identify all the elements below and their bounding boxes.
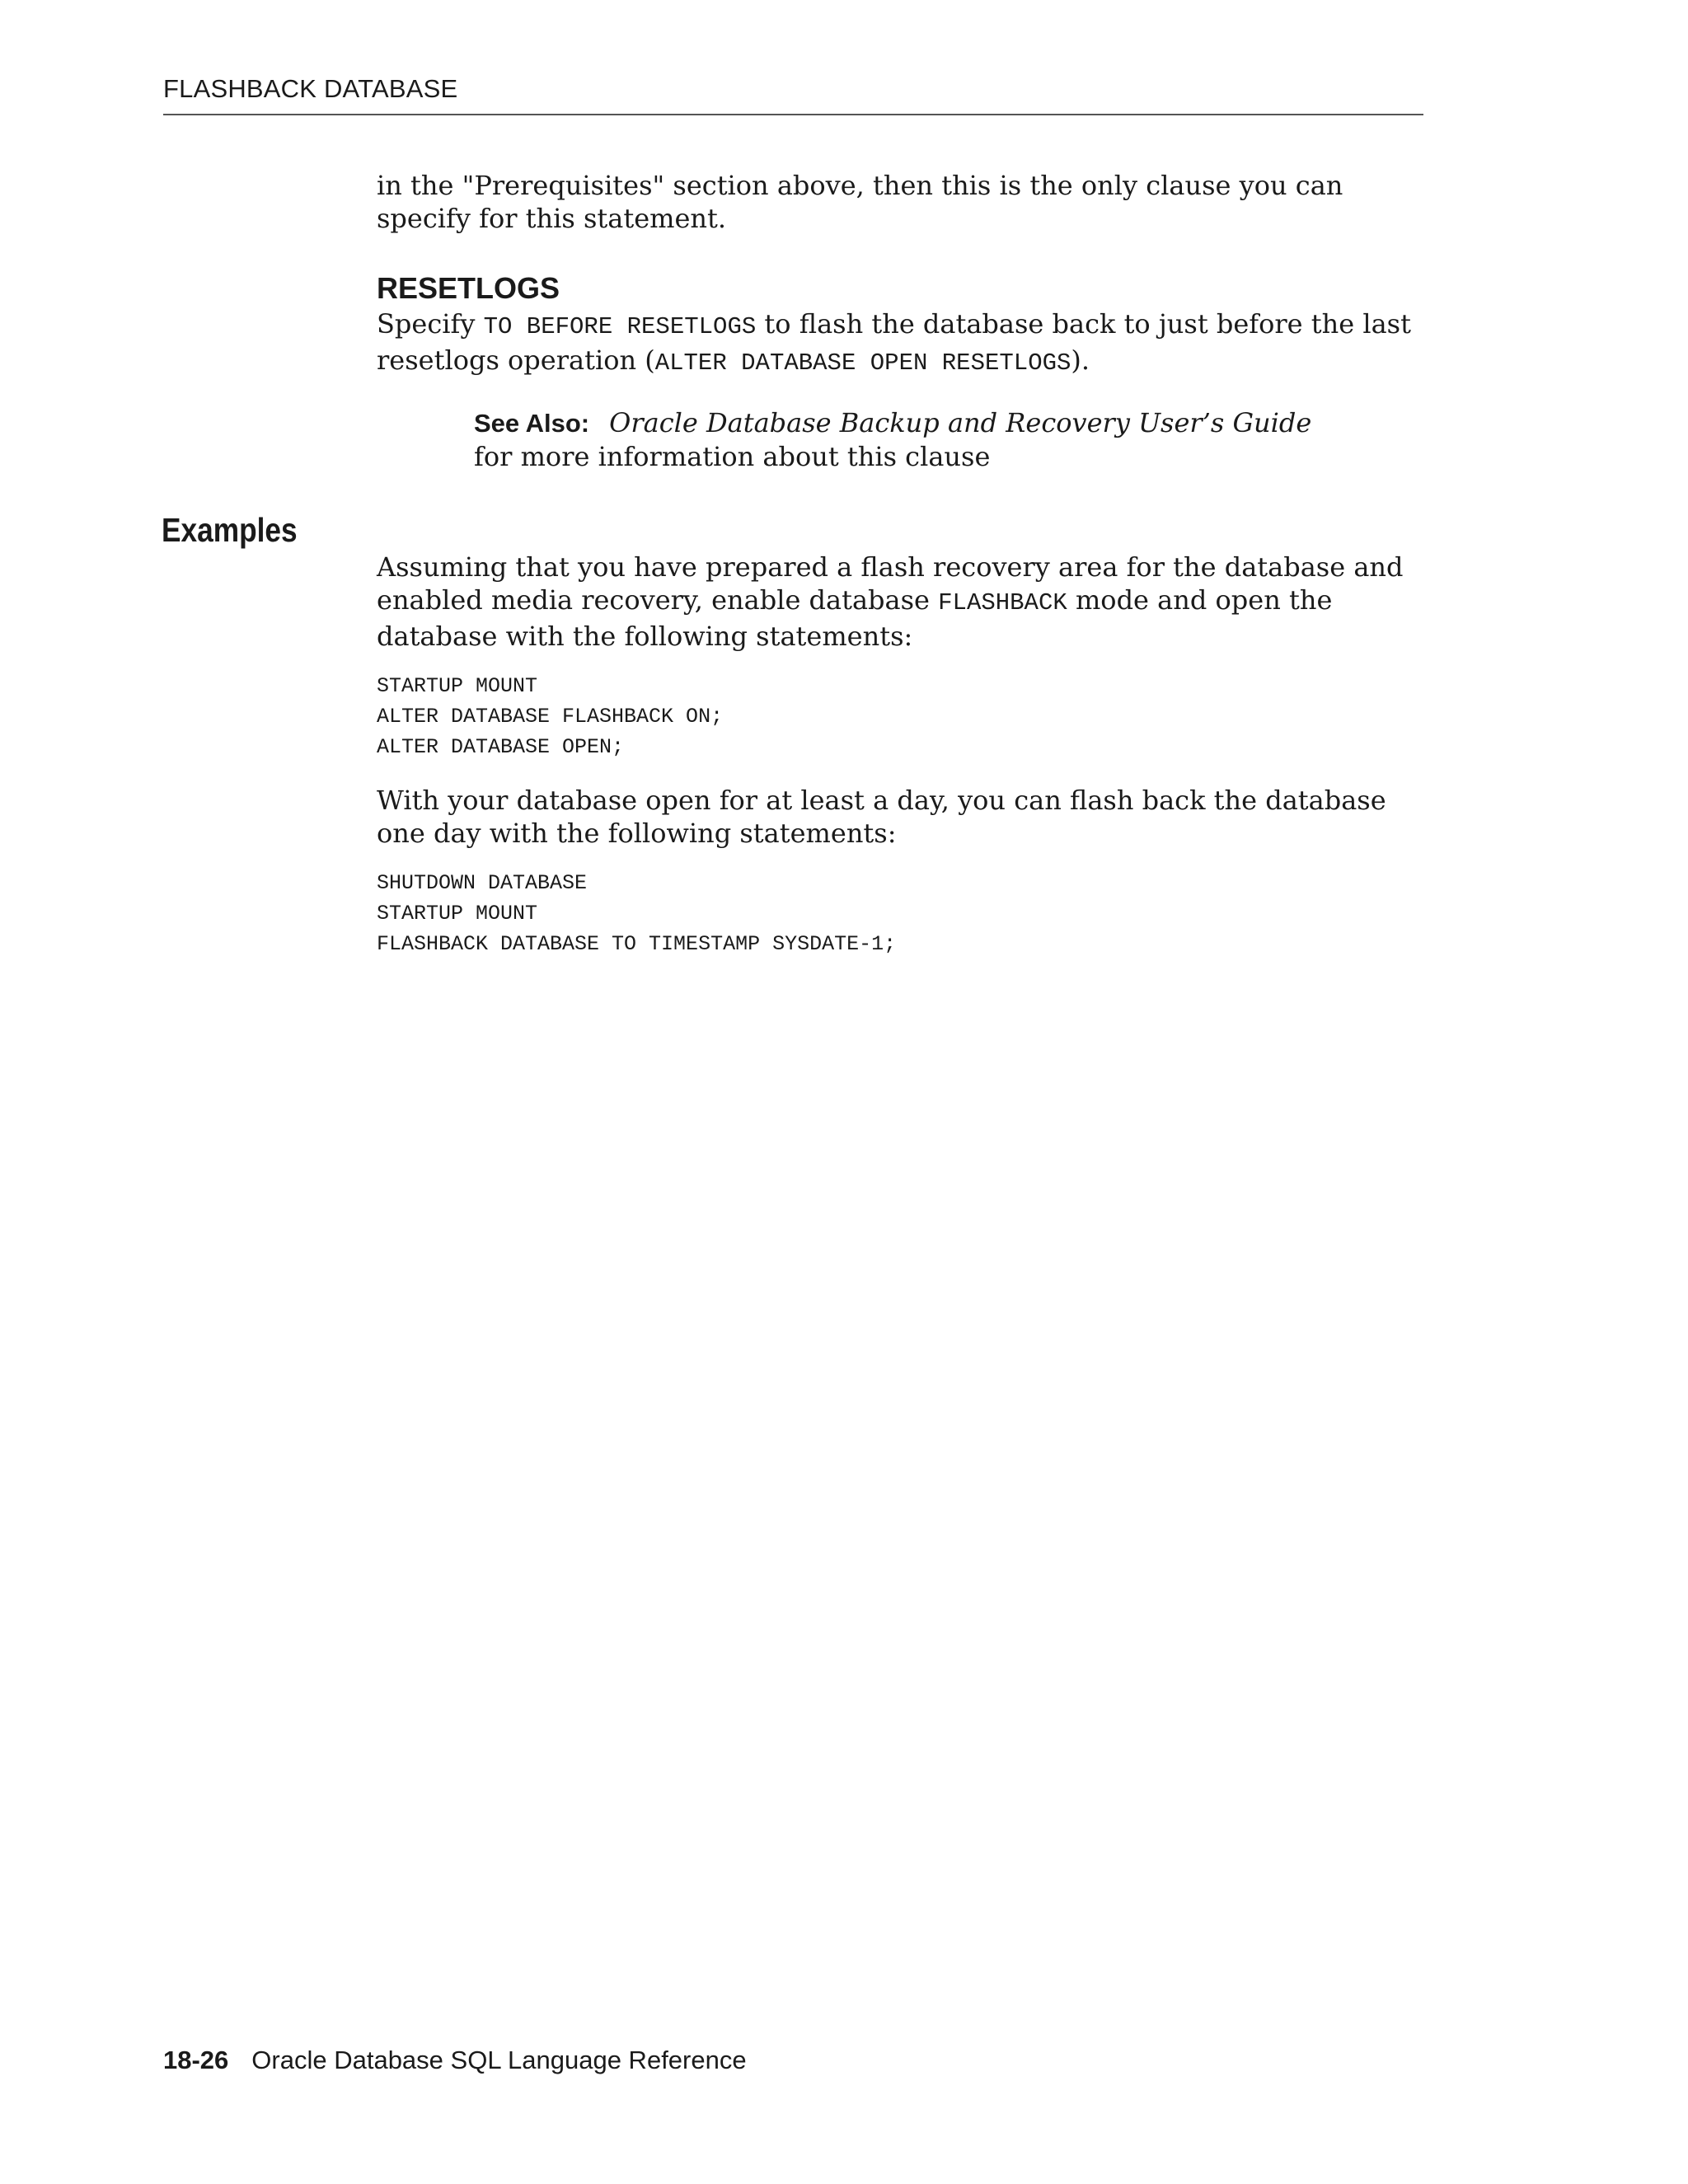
- code-block-flashback-one-day: [377, 868, 1432, 959]
- examples-text-1b: mode and open the database with the following statements:: [377, 584, 1333, 652]
- page-footer: [163, 2046, 747, 2075]
- see-also-label: See Also:: [474, 409, 590, 438]
- resetlogs-code-alter-open: ALTER DATABASE OPEN RESETLOGS: [654, 349, 1071, 377]
- resetlogs-code-to-before: TO BEFORE RESETLOGS: [483, 313, 757, 340]
- main-content: [377, 169, 1432, 959]
- running-header-title: FLASHBACK DATABASE: [163, 74, 458, 103]
- examples-heading: Examples: [162, 511, 298, 549]
- resetlogs-text-3: ).: [1071, 344, 1090, 376]
- examples-paragraph-1: [377, 551, 1432, 653]
- header-divider: [163, 114, 1423, 115]
- see-also-book-title: Oracle Database Backup and Recovery User’s Guide: [609, 407, 1312, 438]
- examples-paragraph-2: With your database open for at least a day, you can flash back the database one day with the following statements:: [377, 785, 1386, 849]
- code-block-enable-flashback: [377, 671, 1432, 762]
- code-line: SHUTDOWN DATABASE: [377, 871, 588, 895]
- code-line: STARTUP MOUNT: [377, 674, 538, 698]
- resetlogs-paragraph: [377, 307, 1432, 380]
- book-title: Oracle Database SQL Language Reference: [251, 2046, 747, 2074]
- code-line: STARTUP MOUNT: [377, 902, 538, 926]
- see-also-note: [474, 406, 1331, 473]
- intro-paragraph: in the "Prerequisites" section above, then this is the only clause you can specify for this statement.: [377, 170, 1343, 234]
- examples-code-flashback: FLASHBACK: [938, 589, 1067, 616]
- examples-text-1a: Assuming that you have prepared a flash recovery area for the database and enabled media recovery, enable database: [377, 551, 1404, 616]
- code-line: FLASHBACK DATABASE TO TIMESTAMP SYSDATE-1;: [377, 932, 897, 956]
- page-number: 18-26: [163, 2046, 229, 2074]
- resetlogs-text-1: Specify: [377, 308, 484, 340]
- code-line: ALTER DATABASE FLASHBACK ON;: [377, 705, 724, 729]
- resetlogs-heading: RESETLOGS: [377, 271, 560, 305]
- resetlogs-text-2: to flash the database back to just before the last resetlogs operation (: [377, 308, 1411, 376]
- see-also-text: for more information about this clause: [474, 441, 991, 472]
- code-line: ALTER DATABASE OPEN;: [377, 735, 625, 759]
